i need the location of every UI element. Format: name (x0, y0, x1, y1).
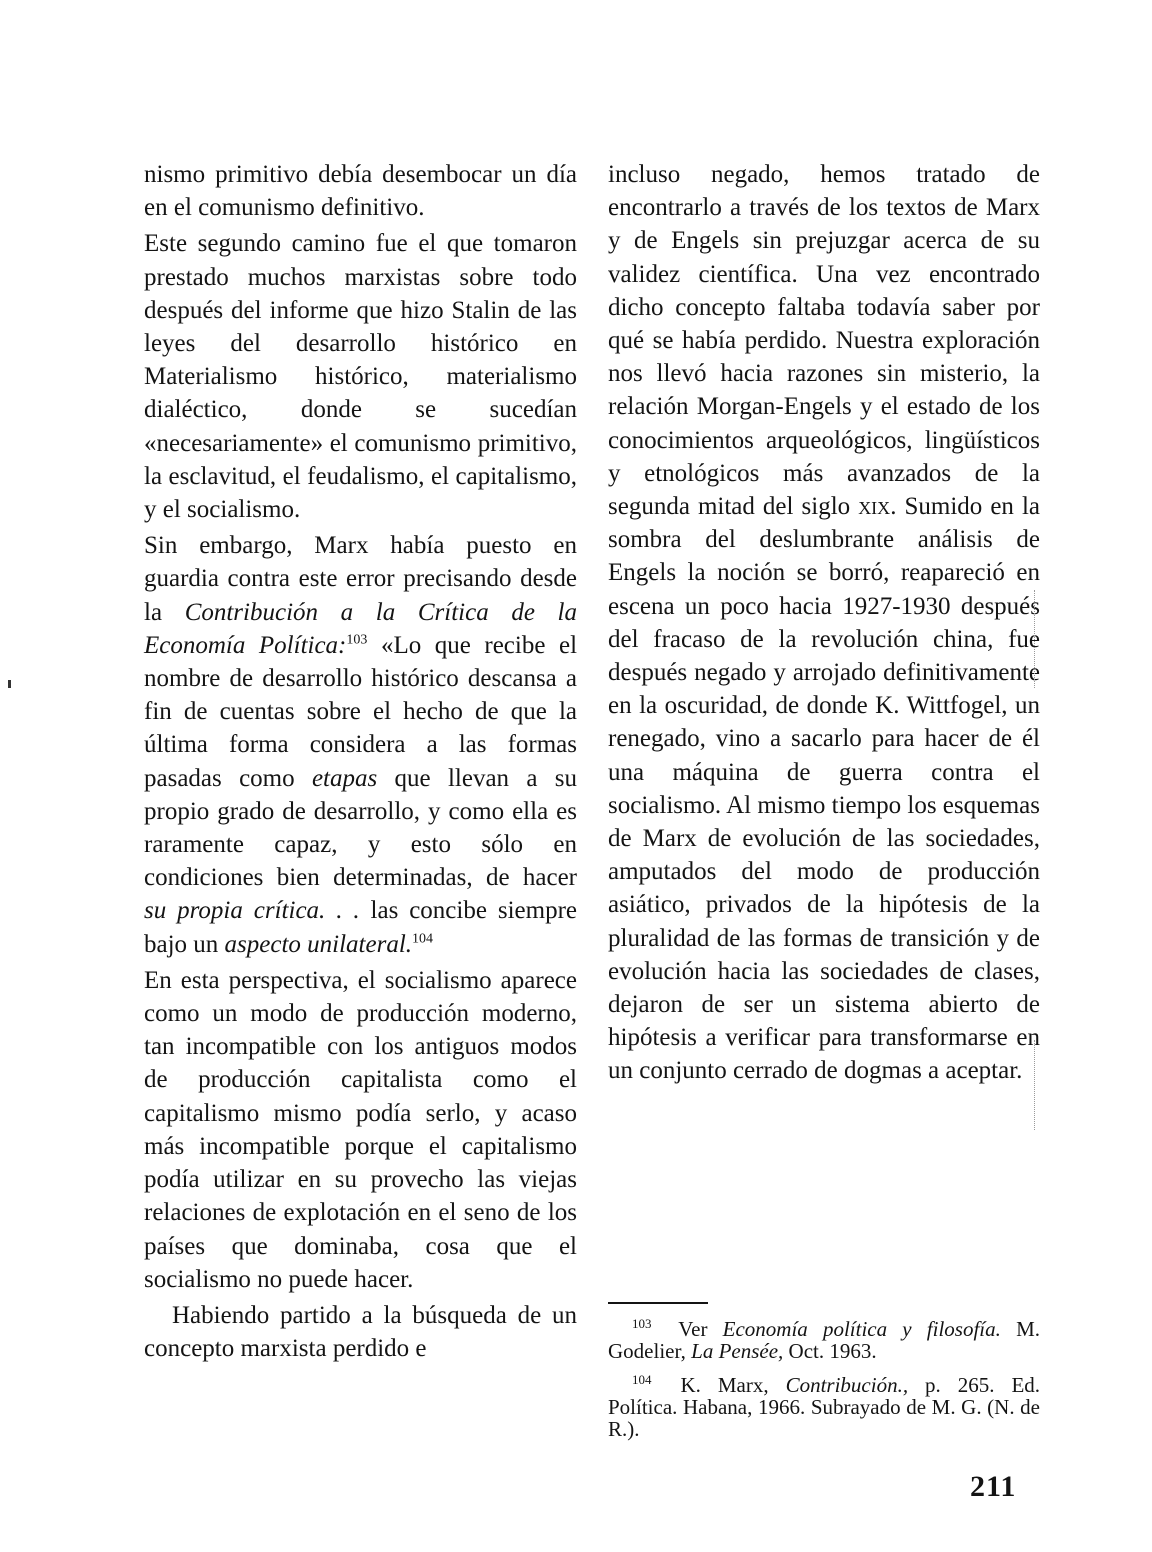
emphasis-aspecto-unilateral: aspecto unilateral. (224, 930, 413, 958)
footnotes (608, 1318, 1040, 1452)
emphasis-etapas: etapas (311, 764, 378, 792)
footnote-number: 104 (632, 1372, 652, 1387)
left-column (144, 158, 577, 1365)
footnote-separator (608, 1302, 708, 1304)
left-paragraph-4 (144, 964, 577, 1296)
footnote-text: p. 265. Ed. Política. Habana, 1966. Subrayado de M. G. (N. de R.). (608, 1373, 1041, 1441)
right-paragraph-1-text-b: . Sumido en la sombra del deslumbrante análisis de Engels la noción se borró, reapareció en escena un poco hacia 1927-1930 después del fracaso de la revolución china, fue después negado y arrojado definitivamente en la oscuridad, de donde K. Wittfogel, un renegado, vino a sacarlo para hacer de él una máquina de guerra contra el socialismo. Al mismo tiempo los esquemas de Marx de evolución de las sociedades, amputados del modo de producción asiático, privados de la hipótesis de la pluralidad de las formas de transición y de evolución hacia las sociedades de clases, dejaron de ser un sistema abierto de hipótesis a verificar para transformarse en un conjunto cerrado de dogmas a aceptar. (608, 493, 1040, 1085)
left-paragraph-3-text-d: las concibe siempre bajo un (144, 897, 577, 958)
footnote-work-title: Contribución., (785, 1373, 909, 1397)
left-paragraph-1-text: nismo primitivo debía desembocar un día en el comunismo definitivo. (144, 161, 577, 222)
page-number: 211 (970, 1470, 1017, 1503)
cited-work-title: Contribución a la Crítica de la Economía Política: (144, 598, 578, 659)
left-paragraph-3 (144, 529, 577, 961)
footnote-text: K. Marx, (680, 1373, 769, 1397)
left-paragraph-2-text: Este segundo camino fue el que tomaron prestado muchos marxistas sobre todo después del informe que hizo Stalin de las leyes del desarrollo histórico en Materialismo histórico, materialismo dialéctico, donde se sucedían «necesariamente» el comunismo primitivo, la esclavitud, el feudalismo, el capitalismo, y el socialismo. (144, 230, 577, 524)
footnote-103 (608, 1318, 1040, 1362)
footnote-ref-104: 104 (412, 931, 434, 947)
footnote-number: 103 (632, 1316, 652, 1331)
left-paragraph-3-text-b: «Lo que recibe el nombre de desarrollo histórico descansa a fin de cuentas sobre el hecho de que la última forma considera a las formas pasadas como (144, 631, 578, 792)
footnote-work-title: Economía política y filosofía. (722, 1317, 1001, 1341)
left-paragraph-2 (144, 227, 577, 526)
margin-pencil-mark (1034, 1040, 1051, 1130)
left-paragraph-3-text-c: que llevan a su propio grado de desarrollo, y como ella es raramente capaz, y esto sólo en condiciones bien determinadas, de hacer (144, 764, 578, 892)
century-numeral: xix (858, 493, 891, 521)
footnote-work-title: La Pensée, (691, 1339, 784, 1363)
left-paragraph-5-text: Habiendo partido a la búsqueda de un concepto marxista perdido e (144, 1301, 577, 1363)
emphasis-propia-critica: su propia crítica. . . (144, 897, 360, 925)
footnote-text: M. Godelier, (608, 1317, 1041, 1363)
margin-ink-speck (8, 680, 11, 688)
footnote-text: Ver (678, 1317, 708, 1341)
footnote-104 (608, 1374, 1040, 1440)
left-paragraph-3-text-a: Sin embargo, Marx había puesto en guardia contra este error precisando desde la (144, 532, 577, 626)
left-paragraph-4-text: En esta perspectiva, el socialismo aparece como un modo de producción moderno, tan incompatible con los antiguos modos de producción capitalista como el capitalismo mismo podía serlo, y acaso más incompatible porque el capitalismo podía utilizar en su provecho las viejas relaciones de explotación en el seno de los países que dominaba, cosa que el socialismo no puede hacer. (144, 966, 577, 1293)
footnote-ref-103: 103 (346, 632, 368, 648)
right-paragraph-1-text-a: incluso negado, hemos tratado de encontrarlo a través de los textos de Marx y de Engels sin prejuzgar acerca de su validez científica. Una vez encontrado dicho concepto faltaba todavía saber por qué se había perdido. Nuestra exploración nos llevó hacia razones sin misterio, la relación Morgan-Engels y el estado de los conocimientos arqueológicos, lingüísticos y etnológicos más avanzados de la segunda mitad del siglo (608, 161, 1040, 521)
left-paragraph-1 (144, 158, 577, 224)
footnote-text: Oct. 1963. (788, 1339, 877, 1363)
margin-pencil-mark (1034, 590, 1036, 688)
left-paragraph-5 (144, 1299, 577, 1365)
right-column (608, 158, 1040, 1088)
right-paragraph-1 (608, 158, 1040, 1088)
